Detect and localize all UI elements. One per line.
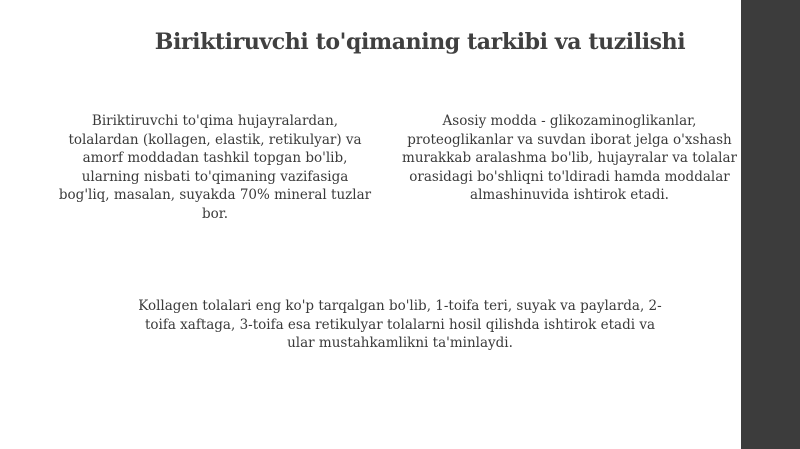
slide-title: Biriktiruvchi to'qimaning tarkibi va tuzilishi — [154, 29, 686, 55]
left-text-block: Biriktiruvchi to'qima hujayralardan, tolalardan (kollagen, elastik, retikulyar) va amorf moddadan tashkil topgan bo'lib, ularning nisbati to'qimaning vazifasiga bog'liq, masalan, suyakda 70% mineral tuzlar bor. — [58, 113, 372, 222]
right-text-block: Asosiy modda - glikozaminoglikanlar, proteoglikanlar va suvdan iborat jelga o'xshash murakkab aralashma bo'lib, hujayralar va tolalar orasidagi bo'shliqni to'ldiradi hamda moddalar almashinuvida ishtirok etadi. — [402, 113, 737, 203]
bottom-text-block: Kollagen tolalari eng ko'p tarqalgan bo'lib, 1-toifa teri, suyak va paylarda, 2-toifa xaftaga, 3-toifa esa retikulyar tolalarni hosil qilishda ishtirok etadi va ular mustahkamlikni ta'minlaydi. — [138, 298, 662, 351]
side-panel-bar — [741, 0, 800, 449]
